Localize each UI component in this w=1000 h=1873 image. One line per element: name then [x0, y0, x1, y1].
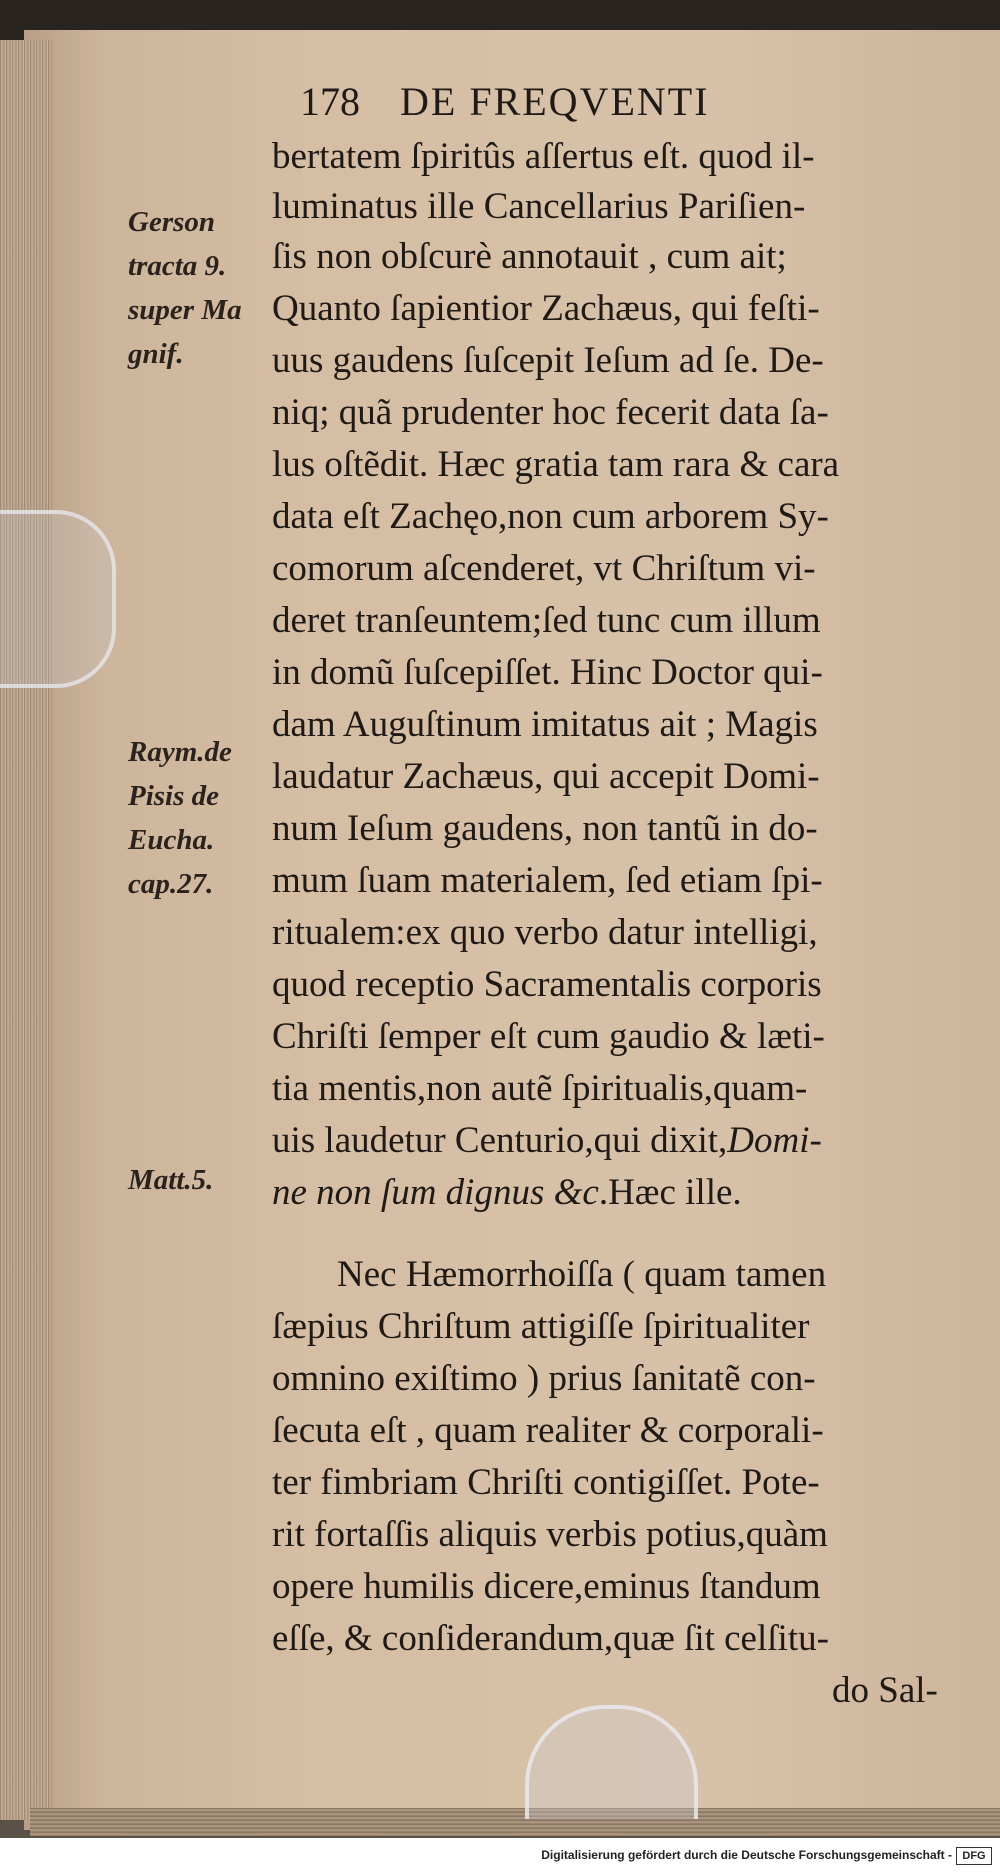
text-span: uis laudetur Centurio,qui dixit,	[272, 1120, 728, 1161]
text-line: tia mentis,non autẽ ſpiritualis,quam-	[272, 1068, 808, 1109]
text-line: bertatem ſpiritûs aſſertus eſt. quod il-	[272, 136, 815, 177]
running-head-title: DE FREQVENTI	[400, 79, 710, 124]
text-line: data eſt Zachęo,non cum arborem Sy-	[272, 496, 829, 537]
text-line: in domũ ſuſcepiſſet. Hinc Doctor qui-	[272, 652, 823, 693]
italic-span: Domi-	[727, 1120, 822, 1161]
margin-note-line: Matt.5.	[128, 1164, 214, 1196]
footer-credit: Digitalisierung gefördert durch die Deutsche Forschungsgemeinschaft -	[541, 1848, 952, 1862]
text-line: num Ieſum gaudens, non tantũ in do-	[272, 808, 818, 849]
text-line: uus gaudens ſuſcepit Ieſum ad ſe. De-	[272, 340, 824, 381]
margin-note-line: gnif.	[128, 338, 184, 370]
text-line: dam Auguſtinum imitatus ait ; Magis	[272, 704, 818, 745]
text-line	[272, 1112, 822, 1170]
text-span: .Hæc ille.	[598, 1172, 742, 1213]
text-line: quod receptio Sacramentalis corporis	[272, 964, 822, 1005]
text-line: Nec Hæmorrhoiſſa ( quam tamen	[337, 1254, 827, 1295]
text-line: luminatus ille Cancellarius Pariſien-	[272, 186, 806, 227]
italic-quote: ne non ſum dignus &c	[272, 1172, 599, 1213]
margin-note-line: Pisis de	[128, 780, 220, 812]
text-line: omnino exiſtimo ) prius ſanitatẽ con-	[272, 1358, 816, 1399]
catchword: do Sal-	[832, 1670, 938, 1711]
running-header	[300, 78, 710, 125]
text-line: ſis non obſcurè annotauit , cum ait;	[272, 236, 787, 277]
page-number: 178	[300, 79, 360, 124]
book-clip-left	[0, 510, 116, 688]
text-line: ſecuta eſt , quam realiter & corporali-	[272, 1410, 824, 1451]
margin-note-line: tracta 9.	[128, 250, 227, 282]
page-bottom-edges	[30, 1808, 1000, 1836]
text-line: niq; quã prudenter hoc fecerit data ſa-	[272, 392, 829, 433]
text-line: ritualem:ex quo verbo datur intelligi,	[272, 912, 818, 953]
text-line: laudatur Zachæus, qui accepit Domi-	[272, 756, 820, 797]
text-line: opere humilis dicere,eminus ſtandum	[272, 1566, 821, 1607]
text-line: Chriſti ſemper eſt cum gaudio & læti-	[272, 1016, 825, 1057]
margin-note-line: cap.27.	[128, 868, 214, 900]
text-line: lus oſtẽdit. Hæc gratia tam rara & cara	[272, 444, 840, 485]
digitization-footer	[0, 1838, 1000, 1873]
text-line: deret tranſeuntem;ſed tunc cum illum	[272, 600, 821, 641]
text-line: Quanto ſapientior Zachæus, qui feſti-	[272, 288, 820, 329]
text-line: ſæpius Chriſtum attigiſſe ſpiritualiter	[272, 1306, 810, 1347]
margin-note-line: Raym.de	[128, 736, 232, 768]
text-line	[272, 1164, 742, 1222]
text-line: eſſe, & conſiderandum,quæ ſit celſitu-	[272, 1618, 829, 1659]
margin-note-line: Eucha.	[128, 824, 215, 856]
text-line: ter fimbriam Chriſti contigiſſet. Pote-	[272, 1462, 820, 1503]
page-edges	[0, 40, 52, 1820]
margin-note-line: super Ma	[128, 294, 242, 326]
text-line: mum ſuam materialem, ſed etiam ſpi-	[272, 860, 823, 901]
dfg-logo: DFG	[956, 1847, 992, 1865]
text-line: rit fortaſſis aliquis verbis potius,quàm	[272, 1514, 828, 1555]
margin-note-line: Gerson	[128, 206, 216, 238]
text-line: comorum aſcenderet, vt Chriſtum vi-	[272, 548, 816, 589]
